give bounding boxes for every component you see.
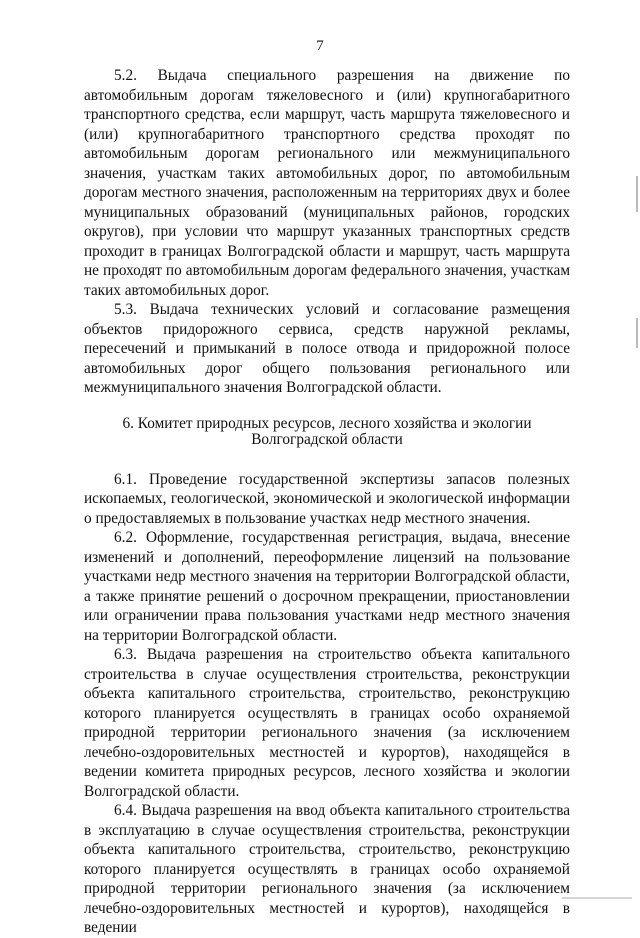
scan-edge-mark (636, 176, 638, 212)
document-body (84, 66, 570, 938)
paragraph-5-2: 5.2. Выдача специального разрешения на движение по автомобильным дорогам тяжеловесного и (или) крупногабаритного транспортного средства, если маршрут, часть маршрута тяжеловесного и (или) крупногабаритного транспортного средства проходят по автомобильным дорогам регионального или межмуниципального значения, участкам таких автомобильных дорог, по автомобильным дорогам местного значения, расположенным на территориях двух и более муниципальных образований (муниципальных районов, городских округов), при условии что маршрут указанных транспортных средств проходит в границах Волгоградской области и маршрут, часть маршрута не проходят по автомобильным дорогам федерального значения, участкам таких автомобильных дорог. (84, 67, 570, 299)
paragraph-6-3: 6.3. Выдача разрешения на строительство объекта капитального строительства в случае осуществления строительства, реконструкции объекта капитального строительства, строительство, реконструкцию которого планируется осуществлять в границах особо охраняемой природной территории регионального значения (за исключением лечебно-оздоровительных местностей и курортов), находящейся в ведении комитета природных ресурсов, лесного хозяйства и экологии Волгоградской области. (84, 646, 570, 800)
scan-bottom-mark (562, 897, 632, 899)
paragraph-6-1: 6.1. Проведение государственной экспертизы запасов полезных ископаемых, геологической, экономической и экологической информации о предоставляемых в пользование участках недр местного значения. (84, 470, 570, 527)
paragraph-6-4: 6.4. Выдача разрешения на ввод объекта капитального строительства в эксплуатацию в случае осуществления строительства, реконструкции объекта капитального строительства, строительство, реконструкцию которого планируется осуществлять в границах особо охраняемой природной территории регионального значения (за исключением лечебно-оздоровительных местностей и курортов), находящейся в ведении (84, 802, 570, 936)
section-6-heading-line-2: Волгоградской области (251, 430, 403, 448)
paragraph-5-3: 5.3. Выдача технических условий и согласование размещения объектов придорожного сервиса, средств наружной рекламы, пересечений и примыканий в полосе отвода и придорожной полосе автомобильных дорог общего пользования регионального или межмуниципального значения Волгоградской области. (84, 301, 570, 396)
section-6-heading-line-1: 6. Комитет природных ресурсов, лесного хозяйства и экологии (122, 414, 532, 432)
paragraph-6-2: 6.2. Оформление, государственная регистрация, выдача, внесение изменений и дополнений, переоформление лицензий на пользование участками недр местного значения на территории Волгоградской области, а также принятие решений о досрочном прекращении, приостановлении или ограничении права пользования участками недр местного значения на территории Волгоградской области. (84, 529, 570, 644)
scan-edge-mark (636, 318, 638, 348)
section-6-heading (84, 416, 570, 448)
page-number: 7 (316, 38, 324, 54)
